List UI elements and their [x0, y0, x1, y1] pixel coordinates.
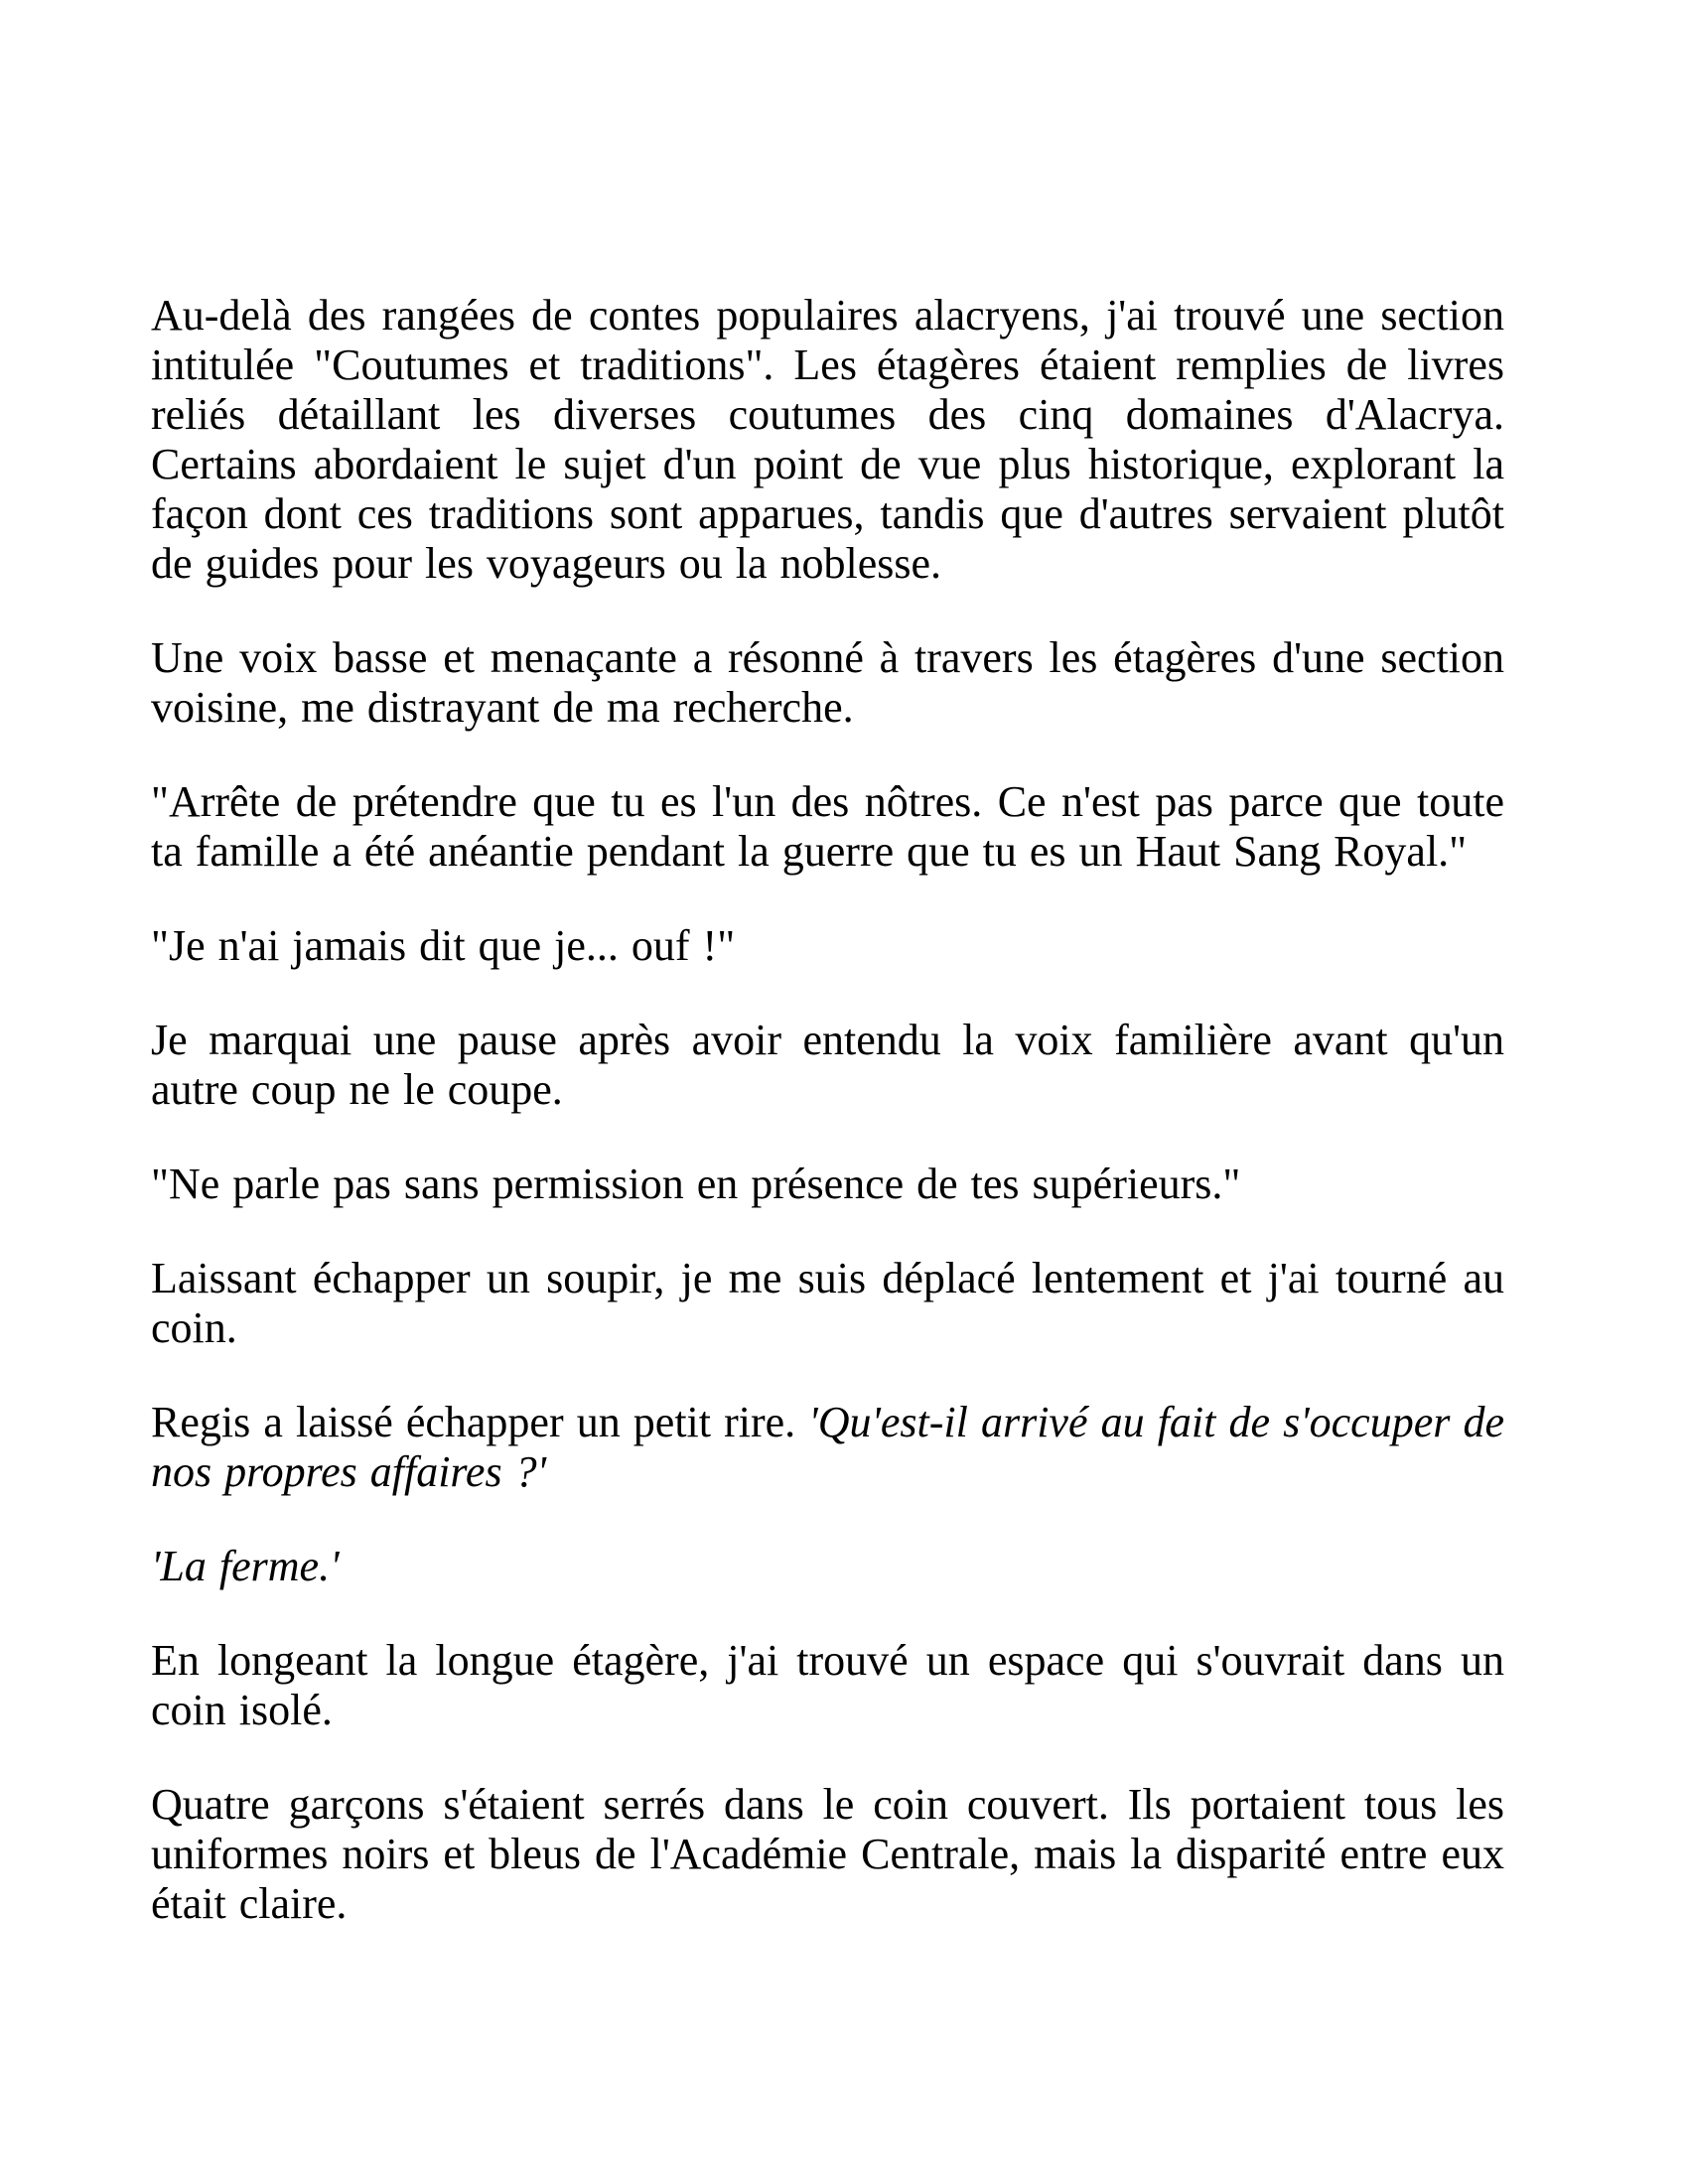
text-segment: Une voix basse et menaçante a résonné à travers les étagères d'une section voisine, me distrayant de ma recherche.	[151, 633, 1504, 732]
text-segment-italic: 'Qu'est-il arrivé au fait de s'occuper de nos propres affaires ?'	[151, 1398, 1504, 1496]
text-segment: En longeant la longue étagère, j'ai trouvé un espace qui s'ouvrait dans un coin isolé.	[151, 1636, 1504, 1734]
paragraph	[151, 1398, 1504, 1497]
text-segment: "Je n'ai jamais dit que je... ouf !"	[151, 921, 736, 970]
text-segment: "Ne parle pas sans permission en présence de tes supérieurs."	[151, 1160, 1241, 1208]
paragraph	[151, 633, 1504, 733]
paragraph	[151, 1780, 1504, 1929]
text-segment: Regis a laissé échapper un petit rire.	[151, 1398, 809, 1446]
paragraph	[151, 777, 1504, 877]
paragraph	[151, 921, 1504, 971]
paragraph	[151, 1160, 1504, 1209]
text-segment: Au-delà des rangées de contes populaires alacryens, j'ai trouvé une section intitulée "Coutumes et traditions". Les étagères étaient remplies de livres reliés détaillant les diverses coutumes des cinq domaines d'Alacrya. Certains abordaient le sujet d'un point de vue plus historique, explorant la façon dont ces traditions sont apparues, tandis que d'autres servaient plutôt de guides pour les voyageurs ou la noblesse.	[151, 291, 1504, 588]
paragraph	[151, 1254, 1504, 1353]
text-segment: Laissant échapper un soupir, je me suis déplacé lentement et j'ai tourné au coin.	[151, 1254, 1504, 1352]
text-segment: Je marquai une pause après avoir entendu la voix familière avant qu'un autre coup ne le coupe.	[151, 1016, 1504, 1114]
paragraph	[151, 1016, 1504, 1115]
text-segment: Quatre garçons s'étaient serrés dans le coin couvert. Ils portaient tous les uniformes noirs et bleus de l'Académie Centrale, mais la disparité entre eux était claire.	[151, 1780, 1504, 1928]
story-text-block	[151, 291, 1504, 1929]
paragraph	[151, 1636, 1504, 1735]
paragraph	[151, 291, 1504, 589]
text-segment: "Arrête de prétendre que tu es l'un des nôtres. Ce n'est pas parce que toute ta famille a été anéantie pendant la guerre que tu es un Haut Sang Royal."	[151, 777, 1504, 876]
paragraph	[151, 1542, 1504, 1591]
text-segment-italic: 'La ferme.'	[151, 1542, 340, 1590]
